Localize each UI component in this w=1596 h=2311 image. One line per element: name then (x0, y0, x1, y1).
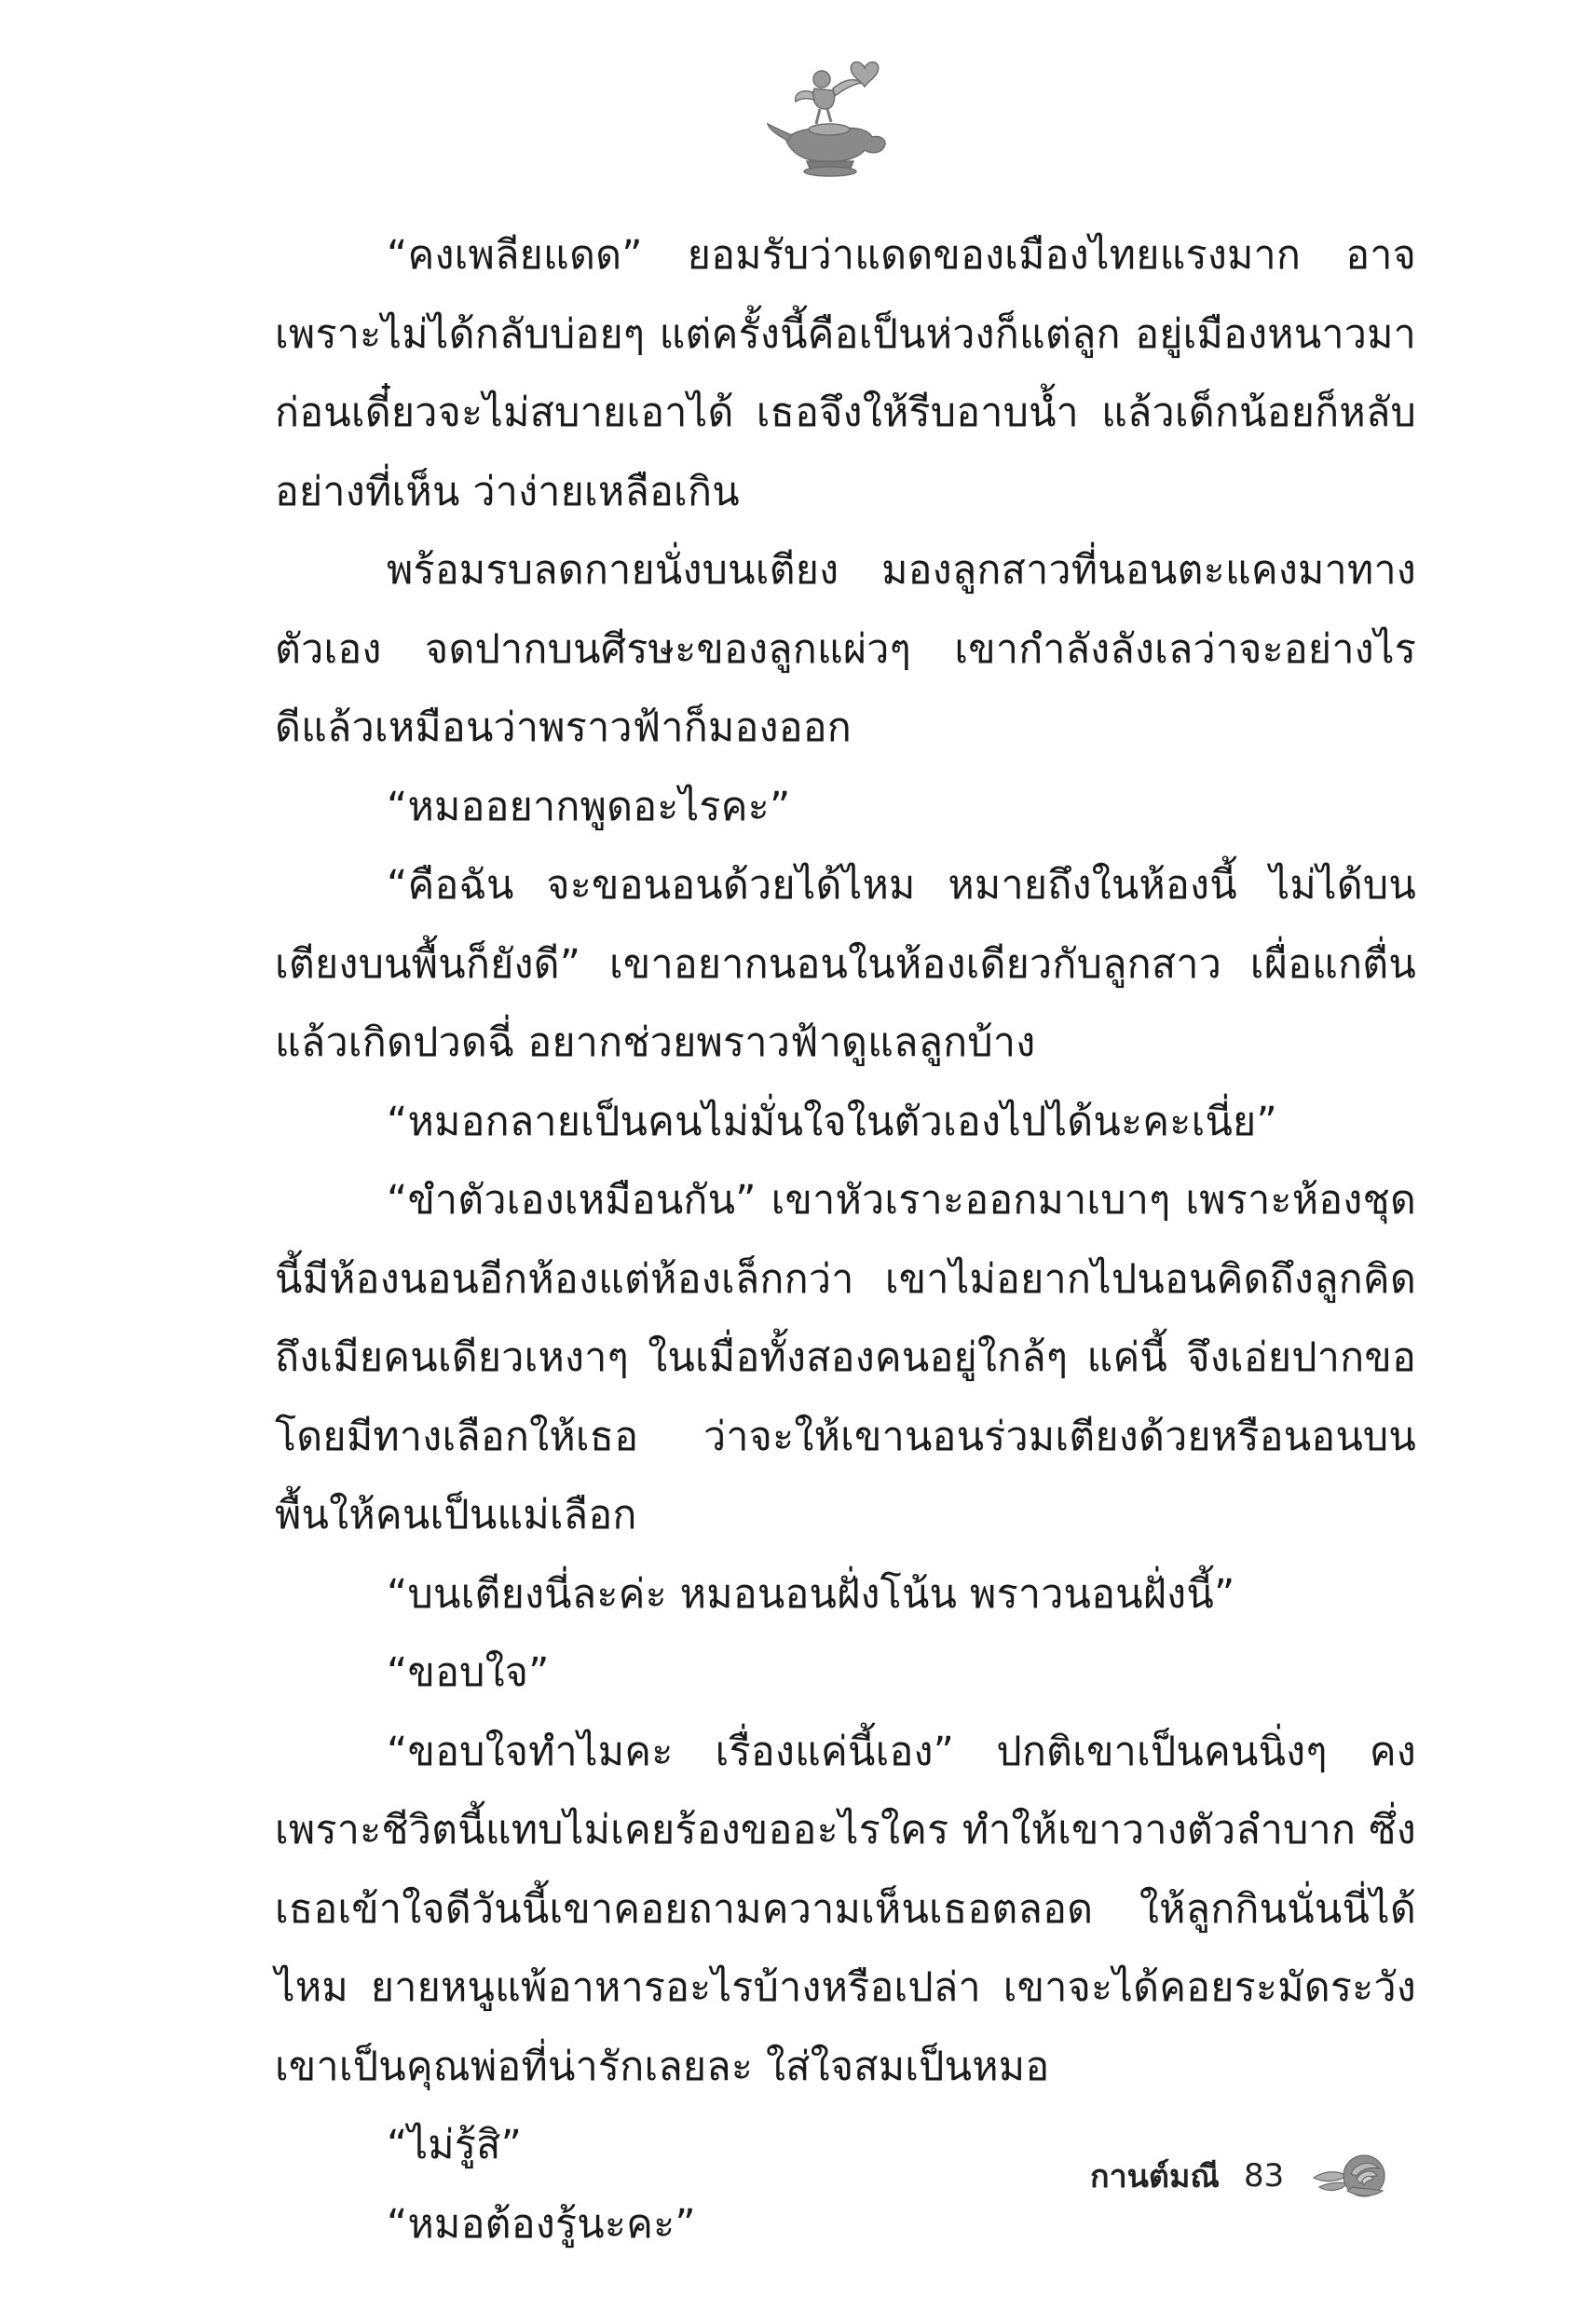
paragraph: “หมอกลายเป็นคนไม่มั่นใจในตัวเองไปได้นะคะเนี่ย” (387, 1098, 1277, 1145)
cupid-teapot-ornament-icon (764, 51, 904, 182)
paragraph: “ไม่รู้สิ” (387, 2122, 523, 2168)
paragraph: “ขอบใจ” (387, 1649, 550, 1696)
paragraph: “หมออยากพูดอะไรคะ” (387, 783, 791, 830)
paragraph: “คือฉัน จะขอนอนด้วยได้ไหม หมายถึงในห้องนี้ ไม่ได้บนเตียงบนพื้นก็ยังดี” เขาอยากนอนในห้องเดียวกับลูกสาว เผื่อแกตื่นแล้วเกิดปวดฉี่ อยากช่วยพราวฟ้าดูแลลูกบ้าง (275, 862, 1416, 1066)
book-title: กานต์มณี (1090, 2158, 1220, 2195)
page-number: 83 (1243, 2157, 1285, 2195)
paragraph: “ขำตัวเองเหมือนกัน” เขาหัวเราะออกมาเบาๆ เพราะห้องชุดนี้มีห้องนอนอีกห้องแต่ห้องเล็กกว่า เขาไม่อยากไปนอนคิดถึงลูกคิดถึงเมียคนเดียวเหงาๆ ในเมื่อทั้งสองคนอยู่ใกล้ๆ แค่นี้ จึงเอ่ยปากขอโดยมีทางเลือกให้เธอ ว่าจะให้เขานอนร่วมเตียงด้วยหรือนอนบนพื้นให้คนเป็นแม่เลือก (275, 1177, 1416, 1538)
paragraph: “บนเตียงนี่ละค่ะ หมอนอนฝั่งโน้น พราวนอนฝั่งนี้” (387, 1570, 1235, 1618)
paragraph: “คงเพลียแดด” ยอมรับว่าแดดของเมืองไทยแรงมาก อาจเพราะไม่ได้กลับบ่อยๆ แต่ครั้งนี้คือเป็นห่วงก็แต่ลูก อยู่เมืองหนาวมาก่อนเดี๋ยวจะไม่สบายเอาได้ เธอจึงให้รีบอาบน้ำ แล้วเด็กน้อยก็หลับอย่างที่เห็น ว่าง่ายเหลือเกิน (275, 232, 1416, 515)
rose-ornament-icon (1310, 2150, 1394, 2202)
paragraph: “หมอต้องรู้นะคะ” (387, 2200, 696, 2248)
paragraph: พร้อมรบลดกายนั่งบนเตียง มองลูกสาวที่นอนตะแคงมาทางตัวเอง จดปากบนศีรษะของลูกแผ่วๆ เขากำลังลังเลว่าจะอย่างไรดีแล้วเหมือนว่าพราวฟ้าก็มองออก (275, 547, 1416, 751)
page-footer (1090, 2148, 1394, 2204)
story-text (275, 216, 1416, 2263)
paragraph: “ขอบใจทำไมคะ เรื่องแค่นี้เอง” ปกติเขาเป็นคนนิ่งๆ คงเพราะชีวิตนี้แทบไม่เคยร้องขออะไรใคร ทำให้เขาวางตัวลำบาก ซึ่งเธอเข้าใจดีวันนี้เขาคอยถามความเห็นเธอตลอด ให้ลูกกินนั่นนี่ได้ไหม ยายหนูแพ้อาหารอะไรบ้างหรือเปล่า เขาจะได้คอยระมัดระวัง เขาเป็นคุณพ่อที่น่ารักเลยละ ใส่ใจสมเป็นหมอ (275, 1728, 1416, 2090)
